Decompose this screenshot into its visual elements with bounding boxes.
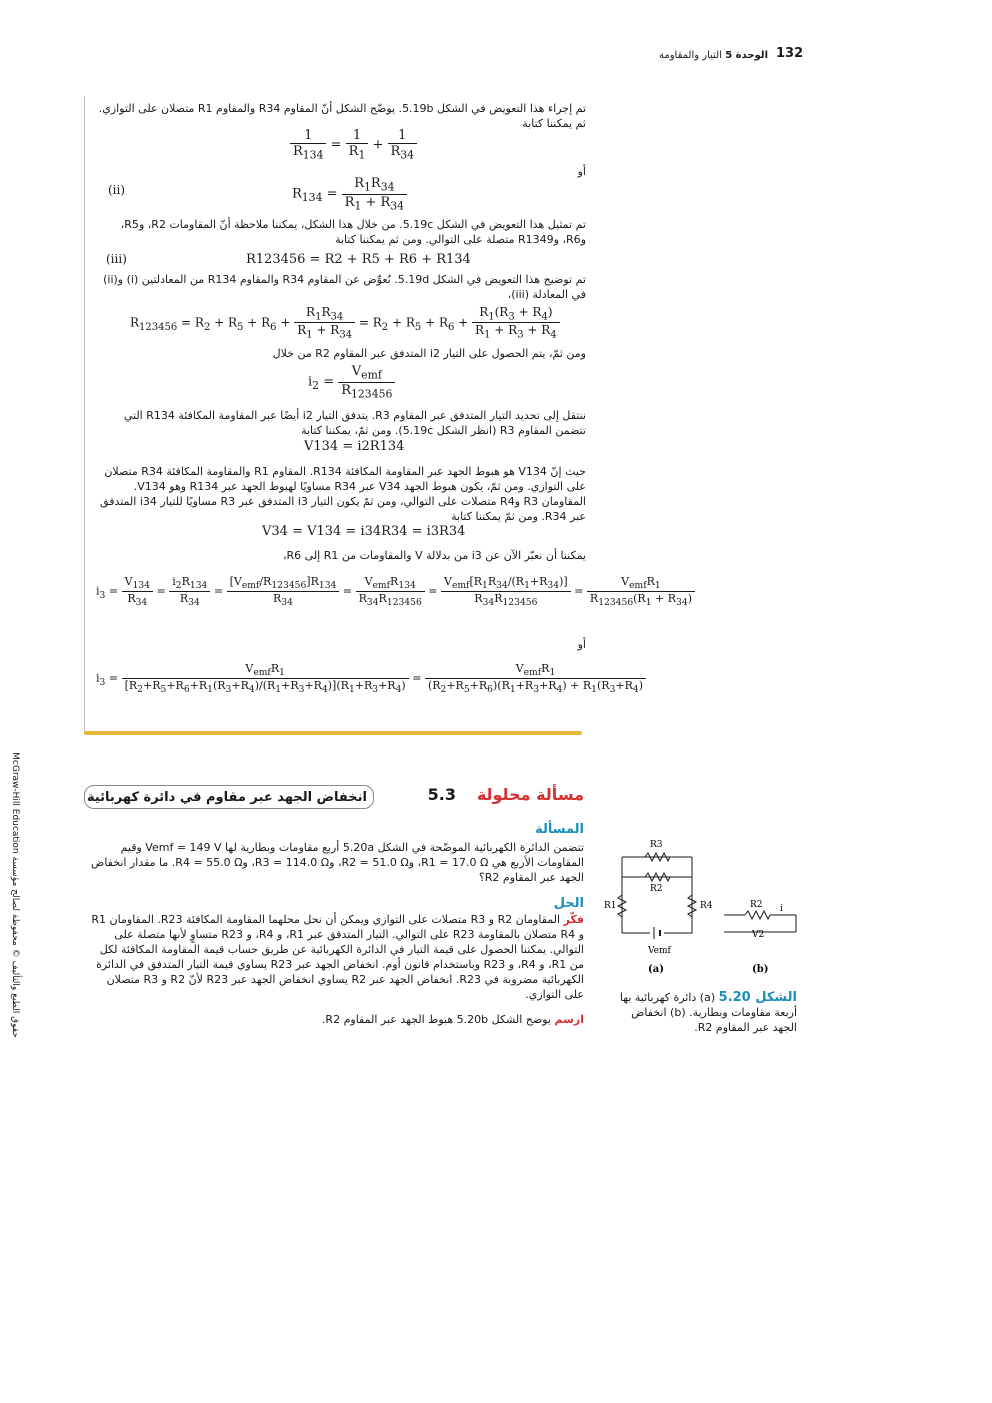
label-b: (b): [752, 964, 769, 975]
equation-5: $i_2$ = $\frac{V_{emf}}{R_{123456}}$: [308, 364, 395, 400]
sketch-text: يوضح الشكل 5.20b هبوط الجهد عبر المقاوم R2.: [321, 1013, 551, 1026]
label-ii: (ii): [108, 183, 126, 197]
or-1: أو: [577, 165, 586, 178]
unit-label: الوحدة 5: [725, 50, 768, 61]
label-i: i: [780, 904, 783, 914]
solution-heading: الحل: [553, 896, 584, 911]
figure-caption: [605, 990, 797, 1035]
or-2: أو: [577, 638, 586, 651]
figure-caption-label: الشكل 5.20: [718, 990, 797, 1005]
label-a: (a): [648, 964, 664, 975]
equation-9: $i_3$ = $\frac{V_{emf}R_1}{[R_2+R_5+R_6+R_1(R_3+R_4)/(R_1+R_3+R_4)](R_1+R_3+R_4)}$ = $\frac{V_{emf}R_1}{(R_2+R_5+R_6)(R_1+R_3+R_4) + R_1(R_3+R_4)}$: [96, 662, 646, 695]
sketch-label: ارسم: [554, 1013, 584, 1026]
think-text: المقاومان R2 و R3 متصلات على التوازي ويمكن أن نحل محلهما المقاومة المكافئة R23. المقاومان R1 و R4 متصلان بالمقاومة R23 على التوالي. التيار المتدفق عبر R1، و R4، و R23 متساوٍ لأنها متصلة على التوالي. يمكننا الحصول على قيمة التيار في الدائرة الكهربائية عن طريق حساب قيمة المقاومة المكافئة لكل من R1، و R4، و R23 وباستخدام قانون أوم. انخفاض الجهد عبر R23 يساوي قيمة التيار المتدفق في الدائرة الكهربائية مضروبة في R23. انخفاض الجهد عبر R2 يساوي انخفاض الجهد عبر R23 لأنّ R2 و R3 متصلان على التوازي.: [91, 913, 584, 1001]
paragraph-4: ومن ثمّ، يتم الحصول على التيار i2 المتدفق عبر المقاوم R2 من خلال: [272, 347, 586, 360]
label-r3: R3: [650, 840, 663, 850]
equation-3: R123456 = R2 + R5 + R6 + R134: [246, 252, 471, 267]
paragraph-7: يمكننا أن نعبّر الآن عن i3 من بدلالة V والمقاومات من R1 إلى R6،: [282, 549, 586, 562]
equation-7: V34 = V134 = i34R34 = i3R34: [262, 524, 466, 539]
box-left-rule: [84, 96, 85, 732]
label-vemf: Vemf: [648, 946, 671, 956]
label-iii: (iii): [106, 252, 127, 266]
box-bottom-bar: [84, 731, 582, 735]
equation-6: V134 = i2R134: [304, 439, 405, 454]
figure-caption-text: (a) دائرة كهربائية بها أربعة مقاومات وبطارية. (b) انخفاض الجهد عبر المقاوم R2.: [619, 991, 797, 1034]
equation-1: $\frac{1}{R_{134}}$ = $\frac{1}{R_1}$ + $\frac{1}{R_{34}}$: [290, 128, 417, 162]
solved-problem-title: [84, 785, 584, 813]
sketch-paragraph: [84, 1012, 584, 1027]
unit-title: التيار والمقاومة: [659, 50, 723, 61]
solved-problem-label: مسألة محلولة: [476, 785, 584, 804]
solved-problem-subtitle: انخفاض الجهد عبر مقاوم في دائرة كهربائية: [84, 785, 374, 809]
label-r2-b: R2: [750, 900, 763, 910]
label-r4: R4: [700, 901, 713, 911]
paragraph-6: حيث إنّ V134 هو هبوط الجهد عبر المقاومة المكافئة R134. المقاوم R1 والمقاومة المكافئة R34 متصلان على التوازي. ومن ثمّ، يكون هبوط الجهد V34 عبر R34 مساويًا لهبوط الجهد عبر R134 وهو V134. المقاومان R3 وR4 متصلات على التوالي، ومن ثمّ يكون التيار i3 المتدفق عبر R3 مساويًا للتيار i34 المتدفق عبر R34. ومن ثمّ يمكننا كتابة: [100, 465, 586, 523]
paragraph-5: ننتقل إلى تحديد التيار المتدفق عبر المقاوم R3. يتدفق التيار i2 أيضًا عبر المقاومة المكافئة R134 التي تتضمن المقاوم R3 (انظر الشكل 5.19c). ومن ثمّ، يمكننا كتابة: [123, 409, 586, 437]
equation-8: $i_3$ = $\frac{V_{134}}{R_{34}}$ = $\frac{i_2R_{134}}{R_{34}}$ = $\frac{[V_{emf}/R_{123456}]R_{134}}{R_{34}}$ = $\frac{V_{emf}R_{134}}{R_{34}R_{123456}}$ = $\frac{V_{emf}[R_1R_{34}/(R_1+R_{34})]}{R_{34}R_{123456}}$ = $\frac{V_{emf}R_1}{R_{123456}(R_1 + R_{34})}$: [96, 575, 695, 608]
label-r1: R1: [604, 901, 617, 911]
problem-heading: المسألة: [535, 822, 584, 837]
think-label: فكّر: [563, 913, 584, 926]
circuit-a-wires: [622, 857, 692, 933]
solved-problem-number: 5.3: [427, 785, 456, 804]
label-v2: V2: [752, 930, 765, 940]
running-header: [640, 50, 768, 61]
paragraph-2: تم تمثيل هذا التعويض في الشكل 5.19c. من خلال هذا الشكل، يمكننا ملاحظة أنّ المقاومات R2، وR5، وR6، وR1349 متصلة على التوالي. ومن ثم يمكننا كتابة: [120, 218, 586, 246]
side-copyright: [8, 740, 22, 1040]
copyright-text: McGraw-Hill Education حقوق الطبع والتأليف © محفوظة لصالح مؤسسة: [10, 752, 20, 1038]
resistor-r2-b: [745, 911, 770, 919]
problem-text: تتضمن الدائرة الكهربائية الموضّحة في الشكل 5.20a أربع مقاومات وبطارية لها Vemf = 149 V وقيم المقاومات الأربع هي R1 = 17.0 Ω، وR2 = 51.0 Ω، وR3 = 114.0 Ω، وR4 = 55.0 Ω. ما مقدار انخفاض الجهد عبر المقاوم R2؟: [91, 841, 584, 884]
page-number: 132: [776, 46, 804, 61]
circuit-figure: [600, 835, 800, 980]
equation-4: $R_{123456} = R_2 + R_5 + R_6$ + $\frac{R_1R_{34}}{R_1 + R_{34}}$ = $R_2 + R_5 + R_6$ + $\frac{R_1(R_3 + R_4)}{R_1 + R_3 + R_4}$: [130, 305, 560, 341]
paragraph-1: تم إجراء هذا التعويض في الشكل 5.19b. يوضّح الشكل أنّ المقاوم R34 والمقاوم R1 متصلان على التوازي. ثم يمكننا كتابة: [98, 102, 586, 130]
paragraph-3: تم توضيح هذا التعويض في الشكل 5.19d. نُعوِّض عن المقاوم R34 والمقاوم R134 من المعادلتين (i) و(ii) في المعادلة (iii)،: [103, 273, 586, 301]
think-paragraph: [84, 912, 584, 1002]
equation-2: $R_{134}$ = $\frac{R_1R_{34}}{R_1 + R_{34}}$: [292, 176, 407, 212]
label-r2: R2: [650, 884, 663, 894]
